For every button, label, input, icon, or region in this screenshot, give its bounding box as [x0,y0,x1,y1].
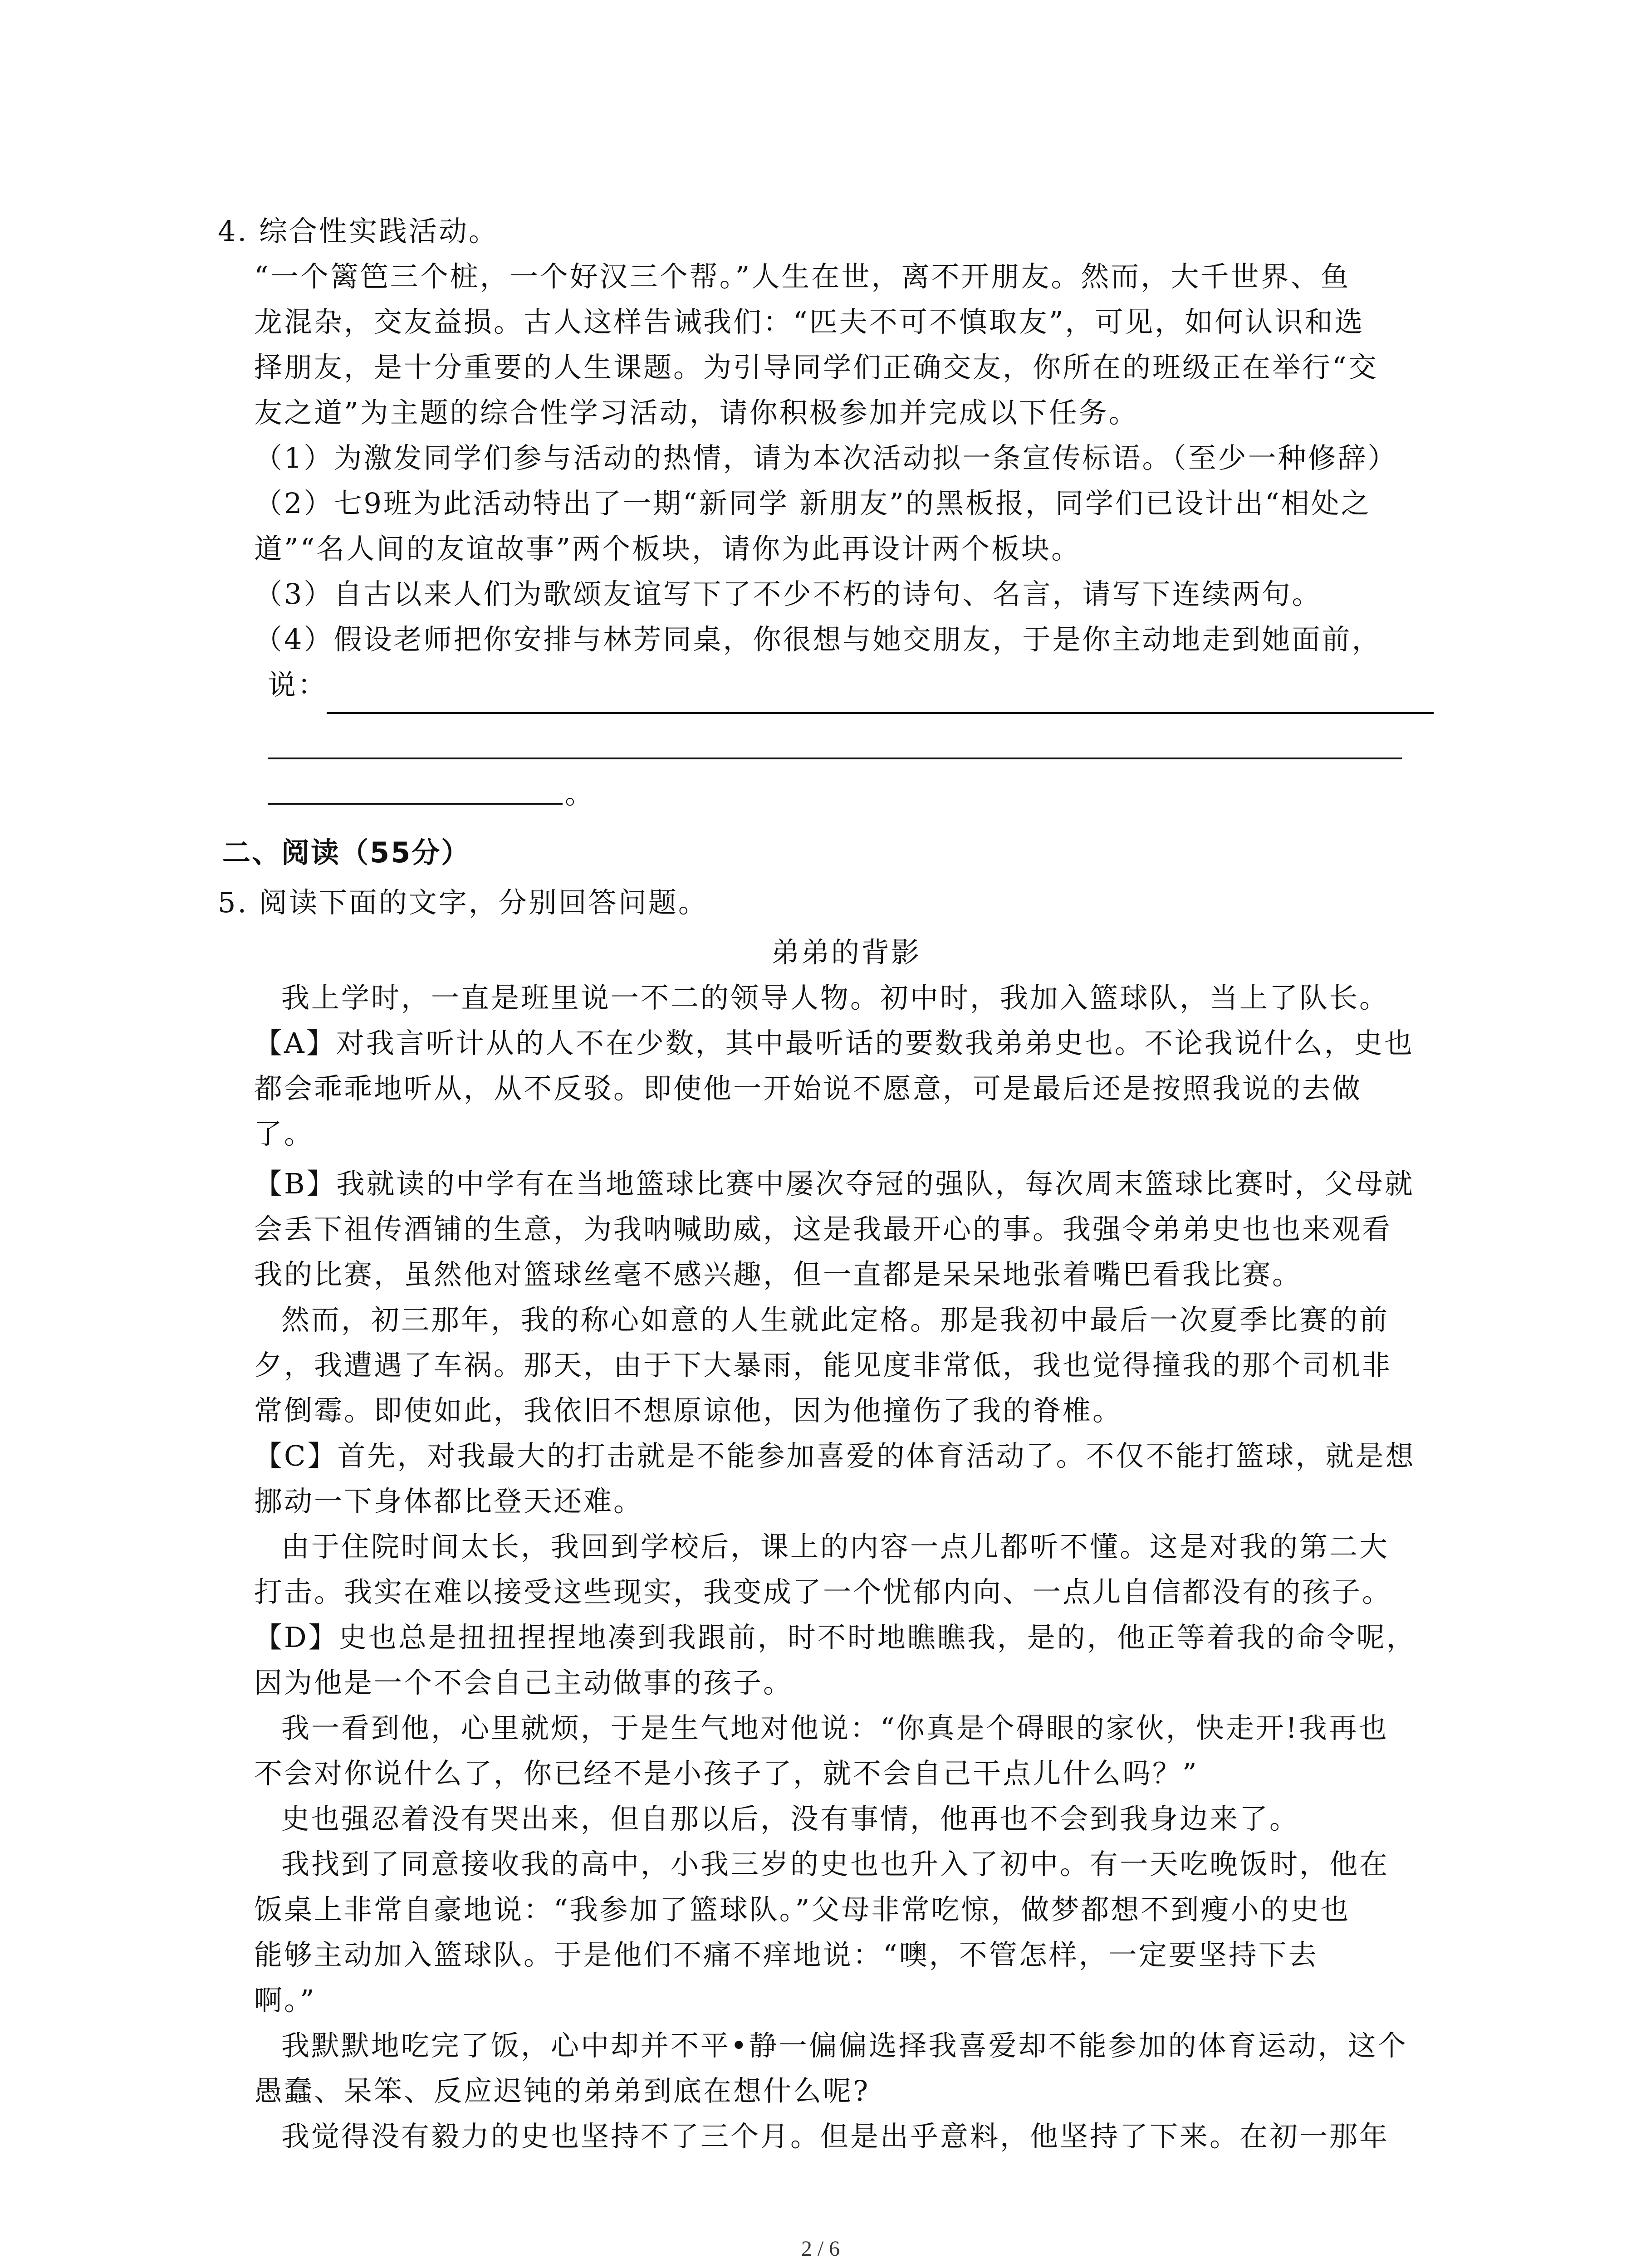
passage-line: 我默默地吃完了饭，心中却并不平•静一偏偏选择我喜爱却不能参加的体育运动，这个 [281,2029,1408,2062]
passage-line: 我的比赛，虽然他对篮球丝毫不感兴趣，但一直都是呆呆地张着嘴巴看我比赛。 [254,1258,1303,1291]
passage-line: 夕，我遭遇了车祸。那天，由于下大暴雨，能见度非常低，我也觉得撞我的那个司机非 [254,1349,1392,1382]
passage-line: 愚蠢、呆笨、反应迟钝的弟弟到底在想什么呢? [254,2074,870,2107]
passage-title: 弟弟的背影 [771,936,921,969]
q4-task-1: （1）为激发同学们参与活动的热情，请为本次活动拟一条宣传标语。（至少一种修辞） [254,441,1398,474]
passage-line: 会丢下祖传酒铺的生意，为我呐喊助威，这是我最开心的事。我强令弟弟史也也来观看 [254,1212,1392,1246]
answer-line [268,758,1402,759]
passage-line: 挪动一下身体都比登天还难。 [254,1485,644,1518]
passage-line: 都会乖乖地听从，从不反驳。即使他一开始说不愿意，可是最后还是按照我说的去做 [254,1072,1362,1105]
passage-line: 【C】首先，对我最大的打击就是不能参加喜爱的体育活动了。不仅不能打篮球，就是想 [254,1439,1416,1472]
q4-task-3: （3）自古以来人们为歌颂友谊写下了不少不朽的诗句、名言，请写下连续两句。 [254,577,1322,611]
passage-line: 能够主动加入篮球队。于是他们不痛不痒地说：“噢，不管怎样，一定要坚持下去 [254,1938,1318,1971]
q4-task-2-line: 道”“名人间的友谊故事”两个板块，请你为此再设计两个板块。 [254,532,1082,565]
passage-line: 【A】对我言听计从的人不在少数，其中最听话的要数我弟弟史也。不论我说什么，史也 [254,1026,1414,1060]
q4-intro-line: 择朋友，是十分重要的人生课题。为引导同学们正确交友，你所在的班级正在举行“交 [254,351,1378,384]
passage-line: 由于住院时间太长，我回到学校后，课上的内容一点儿都听不懂。这是对我的第二大 [281,1530,1390,1563]
passage-line: 我觉得没有毅力的史也坚持不了三个月。但是出乎意料，他坚持了下来。在初一那年 [281,2120,1390,2153]
q4-intro-line: 友之道”为主题的综合性学习活动，请你积极参加并完成以下任务。 [254,396,1139,429]
q4-task-2-line: （2）七9班为此活动特出了一期“新同学 新朋友”的黑板报，同学们已设计出“相处之 [254,487,1371,520]
passage-line: 因为他是一个不会自己主动做事的孩子。 [254,1666,794,1699]
q4-intro-line: “一个篱笆三个桩，一个好汉三个帮。”人生在世，离不开朋友。然而，大千世界、鱼 [254,260,1351,293]
page-number: 2 / 6 [801,2237,840,2261]
passage-line: 常倒霉。即使如此，我依旧不想原谅他，因为他撞伤了我的脊椎。 [254,1394,1123,1427]
section-heading: 二、阅读（55分） [222,836,471,869]
passage-line: 不会对你说什么了，你已经不是小孩子了，就不会自己干点儿什么吗？” [254,1757,1199,1790]
passage-line: 【D】史也总是扭扭捏捏地凑到我跟前，时不时地瞧瞧我，是的，他正等着我的命令呢， [254,1621,1416,1654]
answer-end-mark: 。 [565,777,595,810]
passage-line: 我找到了同意接收我的高中，小我三岁的史也也升入了初中。有一天吃晚饭时，他在 [281,1848,1390,1881]
answer-line [327,712,1434,714]
q4-heading: 4. 综合性实践活动。 [218,215,499,248]
passage-line: 我上学时，一直是班里说一不二的领导人物。初中时，我加入篮球队，当上了队长。 [281,981,1390,1014]
q4-task-4: （4）假设老师把你安排与林芳同桌，你很想与她交朋友，于是你主动地走到她面前， [254,623,1382,656]
answer-line [268,803,563,805]
passage-line: 了。 [254,1117,314,1150]
passage-line: 啊。” [254,1984,316,2017]
passage-line: 【B】我就读的中学有在当地篮球比赛中屡次夺冠的强队，每次周末篮球比赛时，父母就 [254,1167,1415,1200]
passage-line: 我一看到他，心里就烦，于是生气地对他说：“你真是个碍眼的家伙，快走开!我再也 [281,1711,1389,1745]
passage-line: 史也强忍着没有哭出来，但自那以后，没有事情，他再也不会到我身边来了。 [281,1802,1300,1835]
q4-intro-line: 龙混杂，交友益损。古人这样告诫我们：“匹夫不可不慎取友”，可见，如何认识和选 [254,305,1365,338]
q4-task-4-say-label: 说： [268,668,328,701]
q5-heading: 5. 阅读下面的文字，分别回答问题。 [218,886,708,919]
passage-line: 打击。我实在难以接受这些现实，我变成了一个忧郁内向、一点儿自信都没有的孩子。 [254,1575,1392,1608]
passage-line: 饭桌上非常自豪地说：“我参加了篮球队。”父母非常吃惊，做梦都想不到瘦小的史也 [254,1893,1351,1926]
passage-line: 然而，初三那年，我的称心如意的人生就此定格。那是我初中最后一次夏季比赛的前 [281,1303,1390,1336]
